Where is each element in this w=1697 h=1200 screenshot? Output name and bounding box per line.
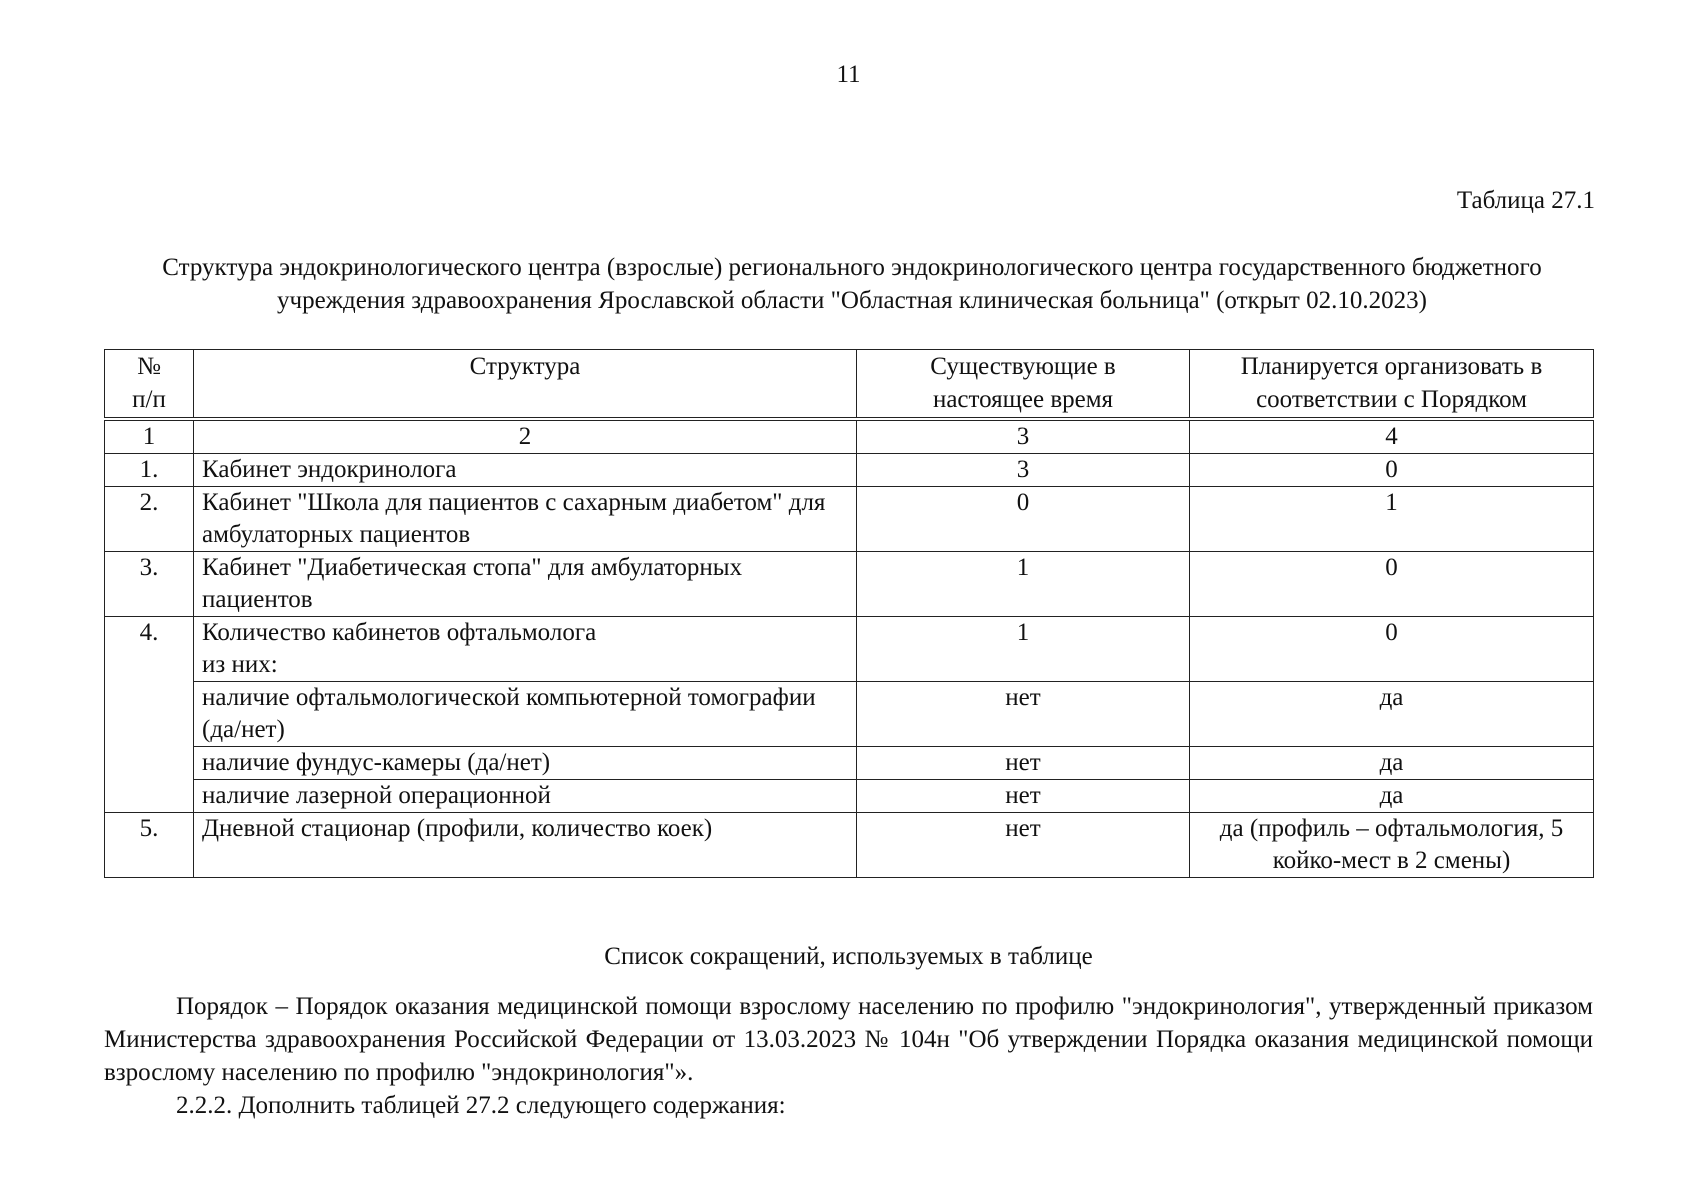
header-num-line1: № [137, 353, 161, 380]
table-row [105, 746, 1594, 779]
row-planned: да [1190, 746, 1594, 779]
row-num [105, 779, 194, 812]
row-name: наличие лазерной операционной [194, 779, 857, 812]
row-name: Кабинет эндокринолога [194, 453, 857, 486]
row-existing: 0 [857, 486, 1190, 551]
row-name [194, 616, 857, 681]
column-number: 4 [1190, 419, 1594, 454]
row-existing: нет [857, 779, 1190, 812]
header-planned [1190, 350, 1594, 419]
column-number: 1 [105, 419, 194, 454]
table-header-row [105, 350, 1594, 419]
row-planned: да (профиль – офтальмология, 5 койко-мест в 2 смены) [1190, 812, 1594, 877]
table-row [105, 812, 1594, 877]
structure-table [104, 349, 1594, 878]
header-existing-line2: настоящее время [932, 386, 1114, 413]
row-existing: нет [857, 746, 1190, 779]
column-number: 2 [194, 419, 857, 454]
row-num [105, 681, 194, 746]
table-row [105, 681, 1594, 746]
table-row [105, 616, 1594, 681]
row-num [105, 746, 194, 779]
header-num-line2: п/п [132, 386, 166, 413]
header-planned-line2: соответствии с Порядком [1256, 386, 1527, 413]
row-name-line1: Количество кабинетов офтальмолога [202, 618, 597, 646]
row-name: Дневной стационар (профили, количество коек) [194, 812, 857, 877]
column-number: 3 [857, 419, 1190, 454]
row-existing: 1 [857, 551, 1190, 616]
abbreviations-title: Список сокращений, используемых в таблице [604, 943, 1093, 970]
row-planned: 0 [1190, 453, 1594, 486]
row-planned: да [1190, 779, 1594, 812]
table-title: Структура эндокринологического центра (взрослые) регионального эндокринологического центра государственного бюджетного учреждения здравоохранения Ярославской области "Областная клиническая больница" (открыт 02.10.2023) [162, 254, 1542, 314]
header-structure: Структура [194, 350, 857, 419]
row-name: наличие офтальмологической компьютерной томографии (да/нет) [194, 681, 857, 746]
row-num: 4. [105, 616, 194, 681]
row-existing: нет [857, 812, 1190, 877]
table-label: Таблица 27.1 [1456, 187, 1595, 214]
header-planned-line1: Планируется организовать в [1240, 353, 1543, 380]
row-num: 1. [105, 453, 194, 486]
row-name: наличие фундус-камеры (да/нет) [194, 746, 857, 779]
page-number: 11 [836, 61, 861, 88]
row-num: 3. [105, 551, 194, 616]
row-planned: 0 [1190, 551, 1594, 616]
header-num [105, 350, 194, 419]
row-name: Кабинет "Диабетическая стопа" для амбулаторных пациентов [194, 551, 857, 616]
header-existing-line1: Существующие в [930, 353, 1116, 380]
abbreviations-text: Порядок – Порядок оказания медицинской помощи взрослому населению по профилю "эндокринология", утвержденный приказом Министерства здравоохранения Российской Федерации от 13.03.2023 № 104н "Об утверждении Порядка оказания медицинской помощи взрослому населению по профилю "эндокринология"». [104, 993, 1593, 1086]
header-existing [857, 350, 1190, 419]
row-existing: 1 [857, 616, 1190, 681]
row-num: 5. [105, 812, 194, 877]
table-row [105, 551, 1594, 616]
table-row [105, 486, 1594, 551]
column-number-row [105, 419, 1594, 454]
table-row [105, 453, 1594, 486]
row-name: Кабинет "Школа для пациентов с сахарным диабетом" для амбулаторных пациентов [194, 486, 857, 551]
row-existing: 3 [857, 453, 1190, 486]
row-planned: 0 [1190, 616, 1594, 681]
clause-text: 2.2.2. Дополнить таблицей 27.2 следующего содержания: [176, 1092, 786, 1119]
row-name-line2: из них: [202, 650, 278, 678]
row-existing: нет [857, 681, 1190, 746]
row-num: 2. [105, 486, 194, 551]
row-planned: да [1190, 681, 1594, 746]
table-row [105, 779, 1594, 812]
row-planned: 1 [1190, 486, 1594, 551]
